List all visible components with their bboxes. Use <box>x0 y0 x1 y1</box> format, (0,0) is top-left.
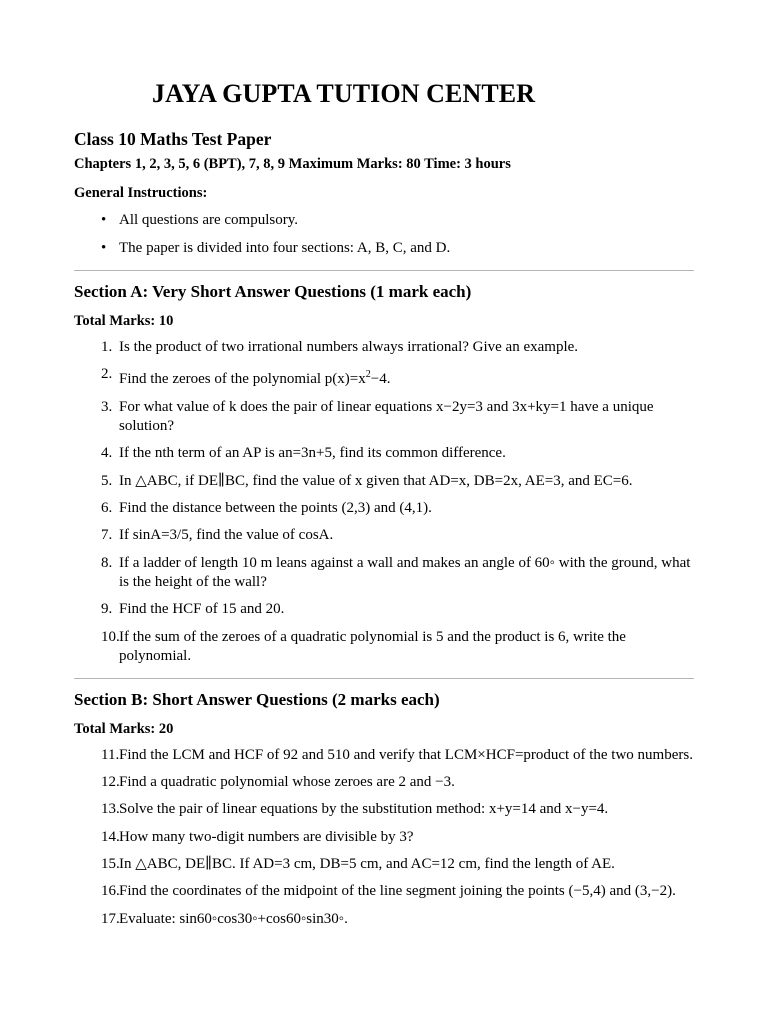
question-text: Find a quadratic polynomial whose zeroes are 2 and −3. <box>119 773 455 790</box>
question-text: Solve the pair of linear equations by the substitution method: x+y=14 and x−y=4. <box>119 801 609 818</box>
instruction-item <box>101 210 694 230</box>
question-text: For what value of k does the pair of linear equations x−2y=3 and 3x+ky=1 have a unique solution? <box>119 398 654 434</box>
question-item <box>101 444 694 463</box>
question-text: Is the product of two irrational numbers always irrational? Give an example. <box>119 339 579 355</box>
question-item <box>101 365 694 389</box>
question-number: 3. <box>101 398 113 415</box>
question-item <box>101 600 694 619</box>
paper-subtitle: Class 10 Maths Test Paper <box>74 129 272 149</box>
question-text-after: −4. <box>370 371 391 388</box>
question-number: 11. <box>101 746 120 763</box>
question-item <box>101 773 694 792</box>
question-text: In △ABC, DE∥BC. If AD=3 cm, DB=5 cm, and AC=12 cm, find the length of AE. <box>119 856 615 873</box>
question-item <box>101 472 694 491</box>
section-divider <box>74 678 694 679</box>
question-item <box>101 499 694 518</box>
question-number: 17. <box>101 910 120 927</box>
instruction-text: All questions are compulsory. <box>119 212 298 228</box>
question-text-before: Find the zeroes of the polynomial p(x)=x <box>119 371 366 388</box>
question-item <box>101 398 694 436</box>
section-divider <box>74 270 694 271</box>
question-text: If a ladder of length 10 m leans against a wall and makes an angle of 60◦ with the ground, what is the height of the wall? <box>119 554 691 590</box>
question-number: 1. <box>101 339 113 355</box>
question-number: 13. <box>101 801 120 818</box>
section-a-questions <box>74 338 694 666</box>
question-number: 14. <box>101 828 120 845</box>
question-text: Find the coordinates of the midpoint of the line segment joining the points (−5,4) and (3,−2). <box>119 883 676 900</box>
question-item <box>101 554 694 592</box>
question-text: In △ABC, if DE∥BC, find the value of x given that AD=x, DB=2x, AE=3, and EC=6. <box>119 472 633 489</box>
section-a-total-marks: Total Marks: 10 <box>74 313 174 329</box>
question-number: 16. <box>101 883 120 900</box>
section-a-title: Section A: Very Short Answer Questions (1 mark each) <box>74 282 472 301</box>
question-item <box>101 910 694 929</box>
section-b-total-marks: Total Marks: 20 <box>74 720 174 737</box>
question-item <box>101 526 694 545</box>
question-number: 9. <box>101 601 113 618</box>
bullet-icon: • <box>101 212 107 228</box>
paper-meta: Chapters 1, 2, 3, 5, 6 (BPT), 7, 8, 9 Maximum Marks: 80 Time: 3 hours <box>74 156 511 172</box>
question-text: If the sum of the zeroes of a quadratic polynomial is 5 and the product is 6, write the polynomial. <box>119 628 626 664</box>
instruction-item <box>101 238 694 258</box>
question-number: 10. <box>101 628 120 645</box>
question-item <box>101 800 694 819</box>
question-item <box>101 338 694 357</box>
question-text: If sinA=3/5, find the value of cosA. <box>119 527 334 544</box>
question-number: 15. <box>101 856 120 873</box>
question-number: 8. <box>101 554 113 571</box>
question-text: Find the HCF of 15 and 20. <box>119 601 285 618</box>
bullet-icon: • <box>101 240 107 256</box>
question-text: Find the distance between the points (2,3) and (4,1). <box>119 499 432 516</box>
exponent: 2 <box>365 369 371 381</box>
question-number: 2. <box>101 366 113 383</box>
question-number: 4. <box>101 445 113 462</box>
question-item <box>101 828 694 847</box>
instructions-heading: General Instructions: <box>74 185 208 201</box>
section-b-questions <box>74 746 694 929</box>
question-number: 5. <box>101 472 113 489</box>
section-b-title: Section B: Short Answer Questions (2 marks each) <box>74 689 440 709</box>
question-text: Find the LCM and HCF of 92 and 510 and verify that LCM×HCF=product of the two numbers. <box>119 746 693 763</box>
question-number: 7. <box>101 527 113 544</box>
question-item <box>101 855 694 874</box>
question-item <box>101 628 694 666</box>
question-item <box>101 882 694 901</box>
question-text: If the nth term of an AP is an=3n+5, find its common difference. <box>119 445 506 462</box>
instructions-list <box>74 210 694 258</box>
question-text: How many two-digit numbers are divisible by 3? <box>119 828 414 845</box>
question-text: Evaluate: sin60◦cos30◦+cos60◦sin30◦. <box>119 910 348 927</box>
question-item <box>101 746 694 765</box>
tuition-center-title: JAYA GUPTA TUTION CENTER <box>152 79 536 108</box>
instruction-text: The paper is divided into four sections: A, B, C, and D. <box>119 240 451 256</box>
question-number: 12. <box>101 773 120 790</box>
question-number: 6. <box>101 499 113 516</box>
